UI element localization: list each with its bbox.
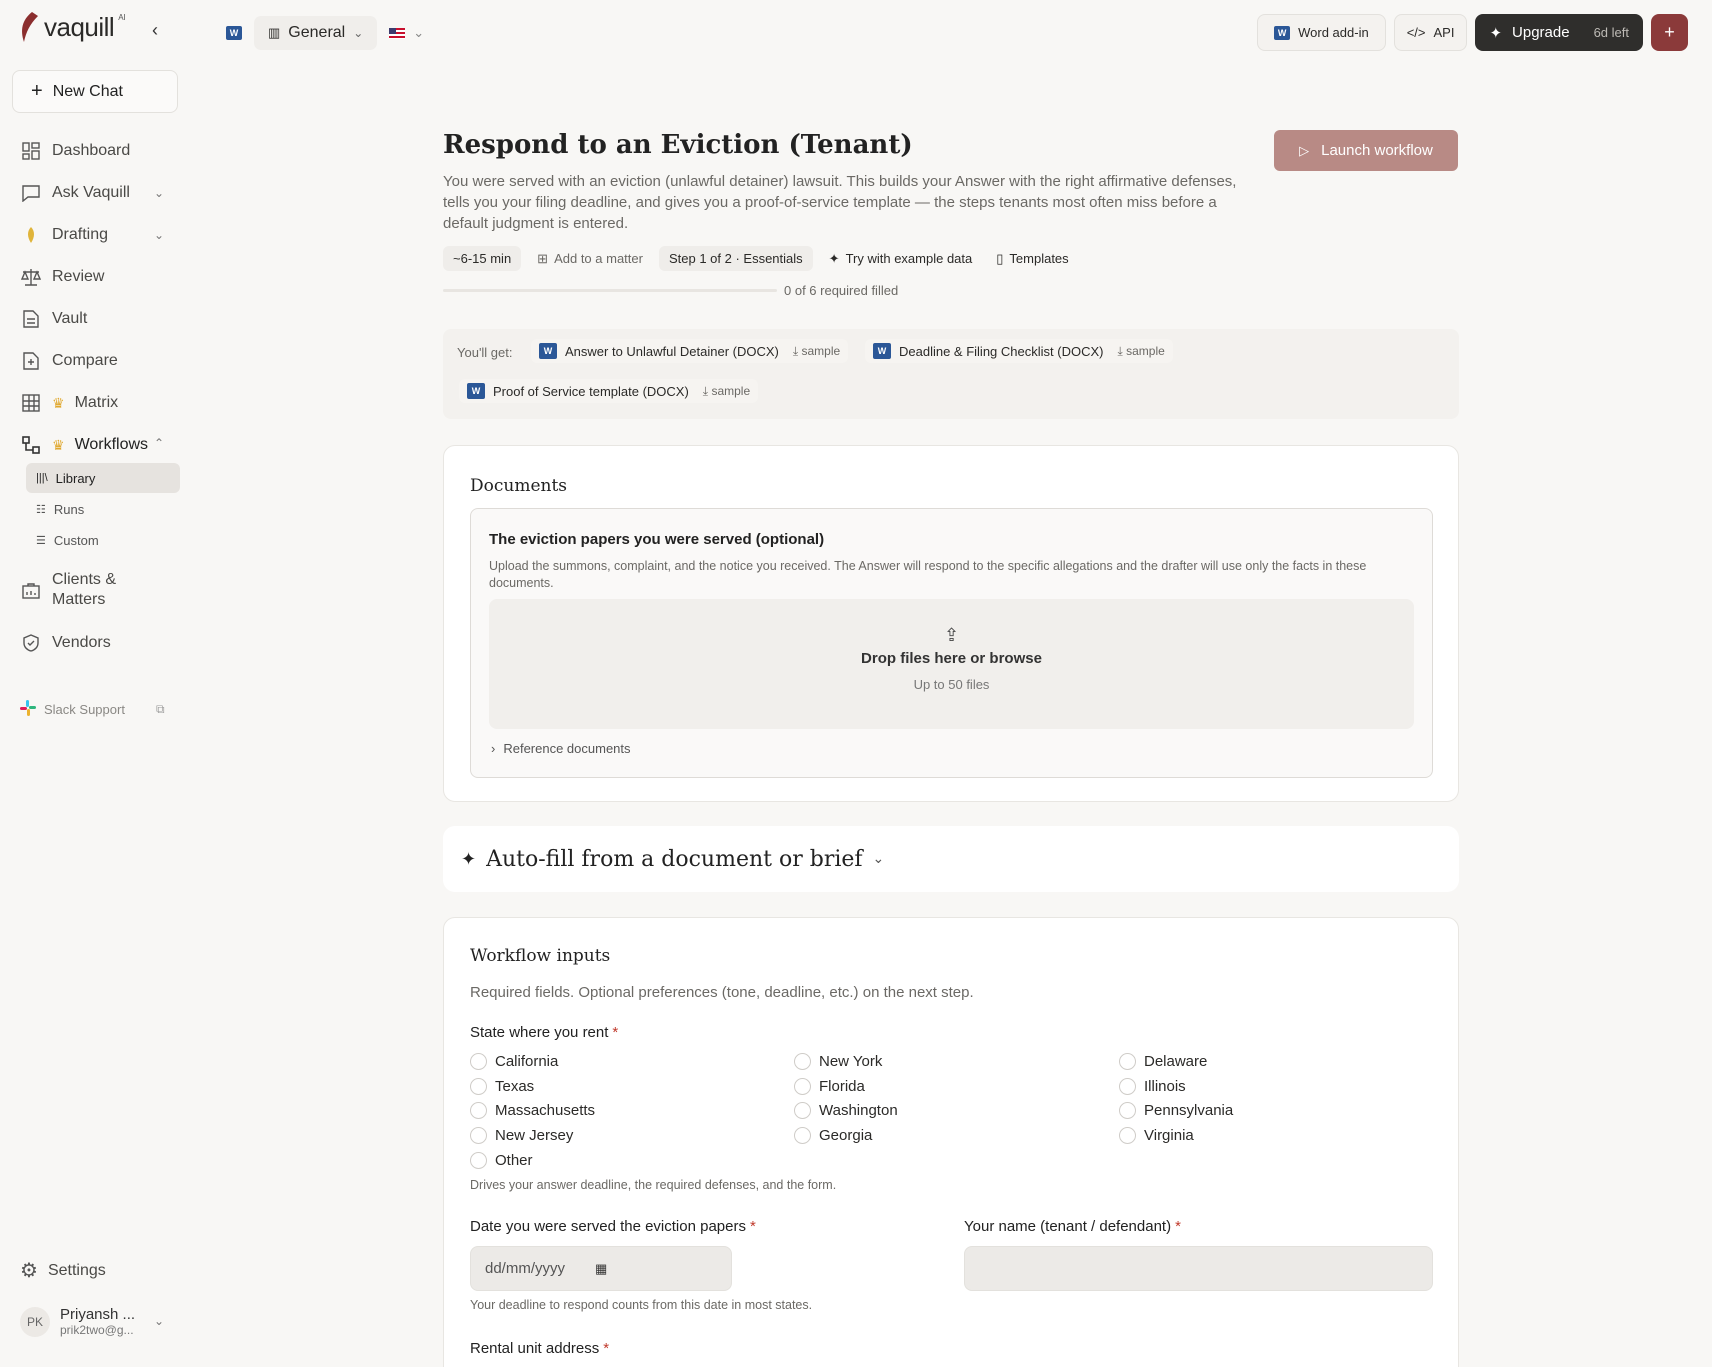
state-radio-massachusetts[interactable] <box>470 1102 595 1119</box>
sidebar-item-ask-vaquill[interactable] <box>20 182 130 204</box>
state-radio-georgia[interactable] <box>794 1127 872 1144</box>
radio-circle <box>1119 1053 1136 1070</box>
try-example-button[interactable] <box>821 246 981 271</box>
sidebar-item-label: Vendors <box>52 634 111 651</box>
required-mark: * <box>1175 1218 1181 1235</box>
settings-label: Settings <box>47 1261 106 1279</box>
add-matter-label: Add to a matter <box>554 251 643 266</box>
documents-title: Documents <box>470 476 568 496</box>
sidebar-item-label: Ask Vaquill <box>52 184 130 201</box>
sparkle-icon: ✦ <box>1489 24 1503 42</box>
new-chat-button[interactable] <box>12 70 178 113</box>
sidebar-item-matrix[interactable] <box>20 392 118 414</box>
date-field-label <box>470 1218 756 1235</box>
state-radio-new-jersey[interactable] <box>470 1127 573 1144</box>
download-sample-link[interactable]: ⤓ sample <box>702 383 751 398</box>
radio-circle <box>794 1102 811 1119</box>
runs-icon: ☷ <box>36 503 46 516</box>
download-sample-link[interactable]: ⤓ sample <box>1117 343 1165 358</box>
workflow-inputs-title: Workflow inputs <box>470 946 611 966</box>
deliverable-item[interactable] <box>531 339 848 363</box>
user-menu[interactable] <box>20 1306 165 1337</box>
radio-label: New York <box>819 1053 883 1070</box>
duration-badge: ~6-15 min <box>443 246 521 271</box>
documents-card <box>443 445 1459 802</box>
address-field-label <box>470 1340 609 1357</box>
document-icon <box>20 308 42 330</box>
radio-label: Florida <box>819 1078 865 1095</box>
us-flag-icon <box>389 28 405 39</box>
briefcase-icon <box>20 580 42 602</box>
user-name: Priyansh ... <box>60 1306 136 1323</box>
api-button[interactable] <box>1394 14 1468 51</box>
page-title: Respond to an Eviction (Tenant) <box>443 130 913 160</box>
chevron-right-icon: › <box>491 741 496 756</box>
brand-ai: AI <box>118 12 126 22</box>
sidebar-sub-runs[interactable] <box>26 494 180 524</box>
deliverable-item[interactable] <box>459 379 758 403</box>
chevron-down-icon: ⌄ <box>353 26 364 40</box>
radio-circle <box>470 1127 487 1144</box>
date-placeholder: dd/mm/yyyy <box>485 1260 566 1277</box>
sidebar-item-label: Review <box>52 268 105 285</box>
word-addin-label: Word add-in <box>1298 25 1369 40</box>
sparkle-icon: ✦ <box>828 250 840 266</box>
sidebar-item-label: Drafting <box>52 226 109 243</box>
date-label-text: Date you were served the eviction papers <box>470 1218 746 1235</box>
state-field-label <box>470 1024 618 1041</box>
deliverable-name: Answer to Unlawful Detainer (DOCX) <box>565 343 779 359</box>
state-radio-new-york[interactable] <box>794 1053 882 1070</box>
upgrade-label: Upgrade <box>1512 24 1570 41</box>
word-icon: W <box>1274 26 1290 40</box>
deliverables-label: You'll get: <box>457 345 513 360</box>
radio-label: Texas <box>495 1078 535 1095</box>
compare-icon <box>20 350 42 372</box>
date-hint: Your deadline to respond counts from this date in most states. <box>470 1298 813 1312</box>
progress-text: 0 of 6 required filled <box>784 283 899 298</box>
address-label-text: Rental unit address <box>470 1340 600 1357</box>
topbar-left <box>226 16 424 50</box>
deliverable-name: Proof of Service template (DOCX) <box>493 383 689 399</box>
chevron-down-icon: ⌄ <box>413 25 425 40</box>
sub-item-label: Library <box>55 470 96 486</box>
required-mark: * <box>749 1218 756 1235</box>
folder-icon: ⊞ <box>537 250 549 266</box>
word-doc-icon: W <box>539 343 557 359</box>
state-radio-other[interactable] <box>470 1152 533 1169</box>
sidebar-item-dashboard[interactable] <box>20 140 130 162</box>
sample-label: sample <box>1126 343 1165 358</box>
crown-icon: ♛ <box>52 436 65 453</box>
state-radio-delaware[interactable] <box>1119 1053 1207 1070</box>
sample-label: sample <box>801 343 841 358</box>
workflow-inputs-card <box>443 917 1459 1367</box>
radio-circle <box>794 1078 811 1095</box>
state-radio-washington[interactable] <box>794 1102 898 1119</box>
radio-circle <box>794 1053 811 1070</box>
launch-label: Launch workflow <box>1321 142 1433 159</box>
radio-circle <box>1119 1078 1136 1095</box>
deliverable-item[interactable] <box>865 339 1173 363</box>
file-dropzone[interactable] <box>489 599 1414 729</box>
required-mark: * <box>603 1340 610 1357</box>
crown-icon: ♛ <box>52 394 65 411</box>
sub-item-label: Runs <box>53 501 85 517</box>
word-doc-icon: W <box>467 383 485 399</box>
date-served-input[interactable] <box>470 1246 732 1291</box>
collapse-sidebar-icon[interactable]: ‹ <box>152 20 158 40</box>
radio-label: California <box>495 1053 559 1070</box>
sidebar <box>0 0 192 1367</box>
sidebar-item-compare[interactable] <box>20 350 118 372</box>
plus-icon: + <box>31 80 43 102</box>
play-icon: ▷ <box>1299 142 1310 158</box>
radio-circle <box>470 1078 487 1095</box>
settings-button[interactable] <box>20 1258 106 1283</box>
quill-icon <box>18 10 40 44</box>
new-chat-label: New Chat <box>52 82 123 100</box>
ask-vaquill-chevron-down-icon[interactable]: ⌄ <box>154 186 165 200</box>
radio-label: New Jersey <box>495 1127 574 1144</box>
sidebar-sub-library[interactable] <box>26 463 180 493</box>
word-icon[interactable]: W <box>226 26 242 40</box>
sub-item-label: Custom <box>53 532 99 548</box>
word-addin-button[interactable] <box>1257 14 1386 51</box>
sliders-icon: ☰ <box>36 534 46 547</box>
download-sample-link[interactable]: ⤓ sample <box>792 343 841 358</box>
autofill-label: Auto-fill from a document or brief <box>486 846 863 872</box>
radio-label: Virginia <box>1144 1127 1194 1144</box>
meta-row <box>443 246 1077 271</box>
radio-circle <box>470 1152 487 1169</box>
reference-label: Reference documents <box>503 741 631 756</box>
dropzone-title: Drop files here or browse <box>861 650 1042 667</box>
radio-circle <box>794 1127 811 1144</box>
brand-logo[interactable] <box>18 10 126 44</box>
state-radio-california[interactable] <box>470 1053 558 1070</box>
workspace-label: General <box>288 24 346 41</box>
api-label: API <box>1433 25 1455 40</box>
sidebar-item-workflows[interactable] <box>20 434 148 456</box>
workspace-select[interactable] <box>254 16 377 50</box>
sidebar-item-clients-matters[interactable] <box>20 570 132 610</box>
templates-button[interactable] <box>988 246 1076 271</box>
sidebar-item-vendors[interactable] <box>20 632 111 654</box>
radio-circle <box>1119 1127 1136 1144</box>
autofill-toggle[interactable] <box>443 826 1459 892</box>
dropzone-limit: Up to 50 files <box>913 677 990 692</box>
required-mark: * <box>612 1024 619 1041</box>
brand-name: vaquill <box>44 11 115 42</box>
name-field-label <box>964 1218 1181 1235</box>
radio-circle <box>470 1053 487 1070</box>
radio-label: Delaware <box>1144 1053 1208 1070</box>
launch-workflow-button[interactable] <box>1274 130 1458 171</box>
radio-label: Massachusetts <box>495 1102 596 1119</box>
topbar-right <box>1257 14 1688 51</box>
upload-title: The eviction papers you were served (optional) <box>489 531 825 548</box>
word-doc-icon: W <box>873 343 891 359</box>
trial-days-left: 6d left <box>1593 25 1629 40</box>
sidebar-item-review[interactable] <box>20 266 104 288</box>
plus-icon: + <box>1664 22 1675 42</box>
pen-icon <box>20 224 42 246</box>
calendar-icon: ▦ <box>595 1260 608 1276</box>
radio-label: Pennsylvania <box>1144 1102 1234 1119</box>
state-label-text: State where you rent <box>470 1024 609 1041</box>
deliverable-name: Deadline & Filing Checklist (DOCX) <box>899 343 1104 359</box>
radio-label: Georgia <box>819 1127 873 1144</box>
step-badge: Step 1 of 2 · Essentials <box>659 246 813 271</box>
state-radio-pennsylvania[interactable] <box>1119 1102 1233 1119</box>
state-radio-texas[interactable] <box>470 1078 534 1095</box>
deliverables-panel <box>443 329 1459 419</box>
dashboard-icon <box>20 140 42 162</box>
slack-icon <box>20 700 36 719</box>
slack-label: Slack Support <box>44 702 125 717</box>
radio-circle <box>470 1102 487 1119</box>
sparkle-icon: ✦ <box>461 848 477 870</box>
sidebar-item-drafting[interactable] <box>20 224 108 246</box>
state-radio-illinois[interactable] <box>1119 1078 1186 1095</box>
chevron-down-icon: ⌄ <box>154 1314 165 1328</box>
radio-label: Other <box>495 1152 533 1169</box>
building-icon: ▥ <box>268 25 281 40</box>
sidebar-item-label: Matrix <box>74 394 119 411</box>
user-email: prik2two@g... <box>60 1323 134 1337</box>
shield-icon <box>20 632 42 654</box>
state-hint: Drives your answer deadline, the required defenses, and the form. <box>470 1178 837 1192</box>
avatar: PK <box>20 1307 50 1337</box>
bookmark-icon: ▯ <box>996 250 1004 266</box>
sidebar-item-label: Vault <box>52 310 88 327</box>
slack-support-link[interactable] <box>20 700 165 719</box>
sidebar-item-vault[interactable] <box>20 308 87 330</box>
upload-description: Upload the summons, complaint, and the notice you received. The Answer will respond to the specific allegations and the drafter will use only the facts in these documents. <box>489 559 1367 590</box>
templates-label: Templates <box>1009 251 1069 266</box>
gear-icon: ⚙ <box>20 1260 38 1282</box>
grid-icon <box>20 392 42 414</box>
sidebar-item-label: Workflows <box>74 436 149 453</box>
chevron-down-icon: ⌄ <box>872 851 885 867</box>
region-select[interactable] <box>389 25 424 41</box>
name-label-text: Your name (tenant / defendant) <box>964 1218 1172 1235</box>
progress-bar <box>443 289 777 292</box>
page-description: You were served with an eviction (unlawful detainer) lawsuit. This builds your Answer with the right affirmative defenses, tells you your filing deadline, and gives you a proof-of-service template — the steps tenants most often miss before a default judgment is entered. <box>443 173 1237 232</box>
tenant-name-input[interactable] <box>964 1246 1433 1291</box>
workflows-chevron-up-icon[interactable]: ⌃ <box>154 436 165 450</box>
upload-section <box>470 508 1433 778</box>
scale-icon <box>20 266 42 288</box>
library-icon: |||\ <box>36 472 48 484</box>
workflow-inputs-subtitle: Required fields. Optional preferences (tone, deadline, etc.) on the next step. <box>470 984 974 1001</box>
drafting-chevron-down-icon[interactable]: ⌄ <box>154 228 165 242</box>
radio-label: Washington <box>819 1102 898 1119</box>
state-radio-virginia[interactable] <box>1119 1127 1194 1144</box>
radio-circle <box>1119 1102 1136 1119</box>
chat-icon <box>20 182 42 204</box>
try-example-label: Try with example data <box>845 251 973 266</box>
radio-label: Illinois <box>1144 1078 1186 1095</box>
external-link-icon: ⧉ <box>156 702 165 716</box>
add-to-matter-button[interactable] <box>529 246 651 271</box>
workflow-icon <box>20 434 42 456</box>
sample-label: sample <box>711 383 751 398</box>
sidebar-item-label: Dashboard <box>52 142 131 159</box>
sidebar-item-label: Compare <box>52 352 118 369</box>
reference-documents-toggle[interactable] <box>491 741 631 756</box>
state-radio-florida[interactable] <box>794 1078 865 1095</box>
code-icon: </> <box>1406 25 1426 40</box>
sidebar-sub-custom[interactable] <box>26 525 180 555</box>
upload-icon: ⇪ <box>943 625 960 645</box>
add-button[interactable] <box>1651 14 1688 51</box>
upgrade-button[interactable] <box>1475 14 1643 51</box>
sidebar-item-label: Clients & Matters <box>52 571 117 608</box>
